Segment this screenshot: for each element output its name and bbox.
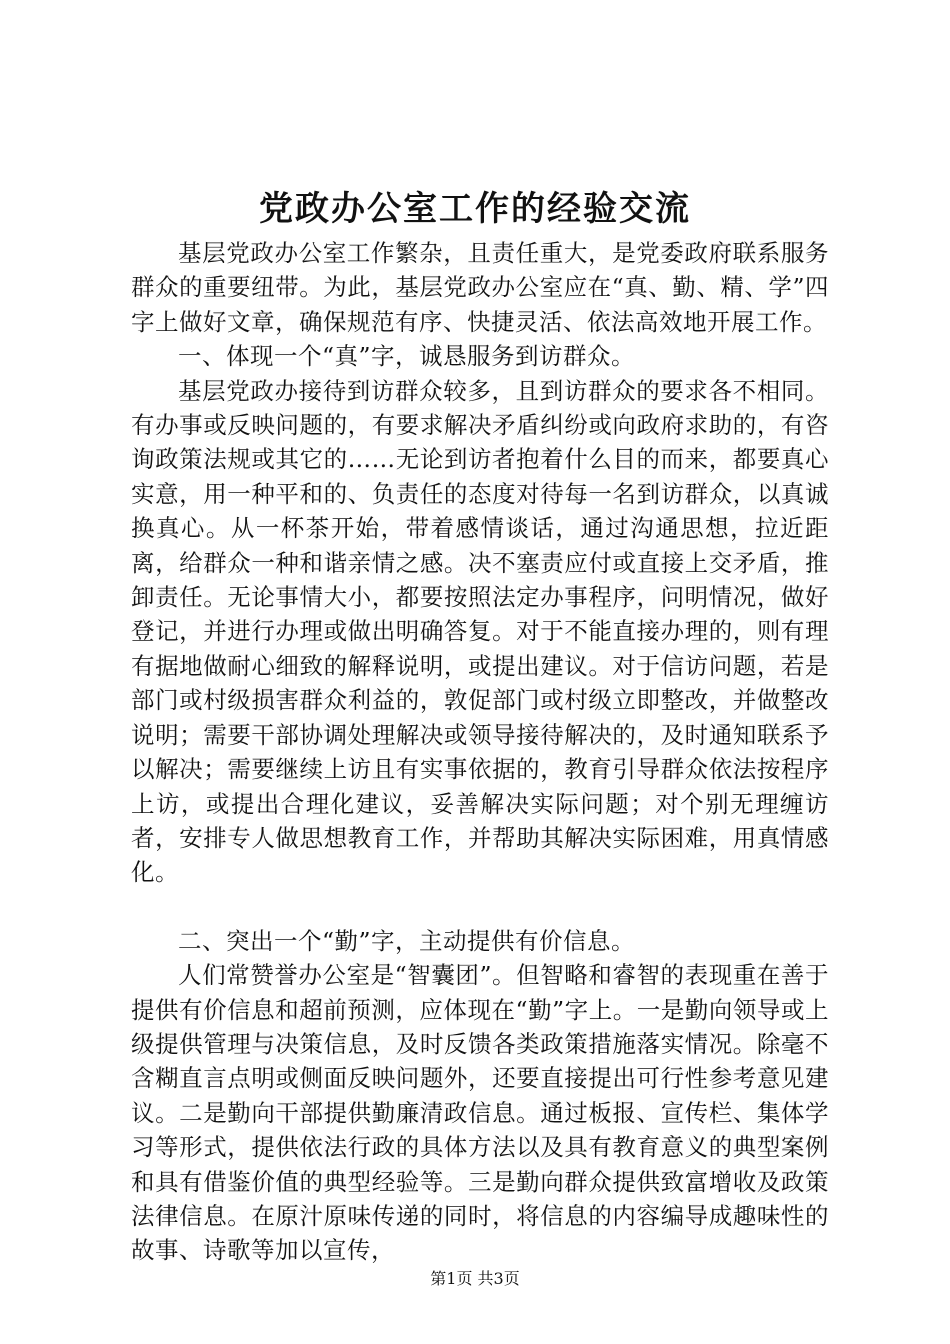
paragraph-section-2: 人们常赞誉办公室是“智囊团”。但智略和睿智的表现重在善于提供有价信息和超前预测，应体现在“勤”字上。一是勤向领导或上级提供管理与决策信息，及时反馈各类政策措施落实情况。除毫不含糊直言点明或侧面反映问题外，还要直接提出可行性参考意见建议。二是勤向干部提供勤廉清政信息。通过板报、宣传栏、集体学习等形式，提供依法行政的具体方法以及具有教育意义的典型案例和具有借鉴价值的典型经验等。三是勤向群众提供致富增收及政策法律信息。在原汁原味传递的同时，将信息的内容编导成趣味性的故事、诗歌等加以宣传， bbox=[131, 961, 829, 1265]
section-heading-1: 一、体现一个“真”字，诚恳服务到访群众。 bbox=[178, 342, 636, 371]
paragraph-section-1: 基层党政办接待到访群众较多，且到访群众的要求各不相同。有办事或反映问题的，有要求解决矛盾纠纷或向政府求助的，有咨询政策法规或其它的……无论到访者抱着什么目的而来，都要真心实意，用一种平和的、负责任的态度对待每一名到访群众，以真诚换真心。从一杯茶开始，带着感情谈话，通过沟通思想，拉近距离，给群众一种和谐亲情之感。决不塞责应付或直接上交矛盾，推卸责任。无论事情大小，都要按照法定办事程序，问明情况，做好登记，并进行办理或做出明确答复。对于不能直接办理的，则有理有据地做耐心细致的解释说明，或提出建议。对于信访问题，若是部门或村级损害群众利益的，敦促部门或村级立即整改，并做整改说明；需要干部协调处理解决或领导接待解决的，及时通知联系予以解决；需要继续上访且有实事依据的，教育引导群众依法按程序上访，或提出合理化建议，妥善解决实际问题；对个别无理缠访者，安排专人做思想教育工作，并帮助其解决实际困难，用真情感化。 bbox=[131, 376, 829, 887]
document-body bbox=[131, 236, 829, 1268]
page-number-footer: 第1页 共3页 bbox=[430, 1269, 520, 1288]
section-heading-2: 二、突出一个“勤”字，主动提供有价信息。 bbox=[178, 926, 636, 955]
paragraph-intro: 基层党政办公室工作繁杂，且责任重大，是党委政府联系服务群众的重要纽带。为此，基层党政办公室应在“真、勤、精、学”四字上做好文章，确保规范有序、快捷灵活、依法高效地开展工作。 bbox=[131, 239, 829, 336]
document-title: 党政办公室工作的经验交流 bbox=[259, 189, 691, 229]
